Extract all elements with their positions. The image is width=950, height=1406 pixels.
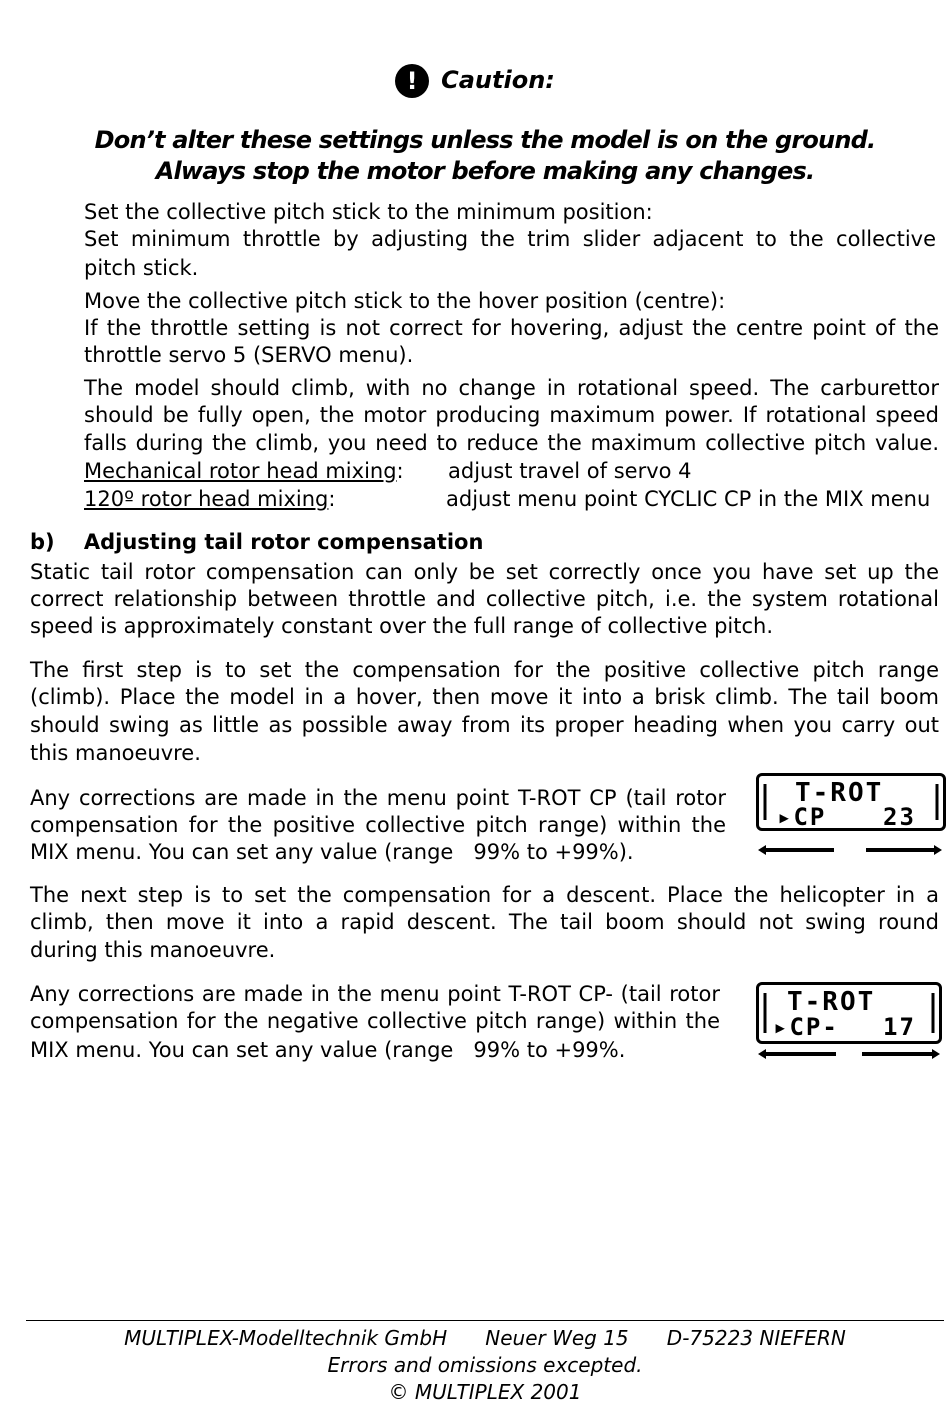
para-3-line-3: MIX menu. You can set any value (range 99% to +99%). <box>30 840 634 864</box>
caution-icon: ! <box>395 64 429 98</box>
lcd-value: 23 <box>883 803 916 831</box>
lcd-display-trot-cp-minus <box>756 982 942 1044</box>
footer-company: MULTIPLEX-Modelltechnik GmbH Neuer Weg 15 D-75223 NIEFERN <box>124 1326 846 1350</box>
lcd-line-2: ▸CP <box>777 803 827 831</box>
warning-line-1: Don’t alter these settings unless the model is on the ground. <box>94 126 876 154</box>
para-4-line-3: during this manoeuvre. <box>30 938 276 962</box>
step-3-text-1: The model should climb, with no change in rotational speed. The carburettor <box>84 376 939 400</box>
lcd-frame-icon <box>759 985 939 1041</box>
step-1-text-2: pitch stick. <box>84 256 199 280</box>
caution-title: Caution: <box>441 66 555 94</box>
para-5-line-2: compensation for the negative collective pitch range) within the <box>30 1009 720 1033</box>
step-3-text-3: falls during the climb, you need to reduce the maximum collective pitch value. <box>84 431 939 455</box>
para-5-line-1: Any corrections are made in the menu point T-ROT CP- (tail rotor <box>30 982 720 1006</box>
lcd-line-2: ▸CP- <box>773 1013 839 1041</box>
para-2-line-3: should swing as little as possible away from its proper heading when you carry out <box>30 713 939 737</box>
footer-divider <box>26 1320 944 1321</box>
lcd-line-1: T-ROT <box>795 778 884 808</box>
lcd-frame-icon <box>759 776 943 828</box>
step-1-title: Set the collective pitch stick to the minimum position: <box>84 200 653 224</box>
para-2-line-1: The first step is to set the compensation for the positive collective pitch range <box>30 658 939 682</box>
section-b-heading: b) Adjusting tail rotor compensation <box>30 530 484 554</box>
mechanical-mixing-value: adjust travel of servo 4 <box>448 459 692 483</box>
rotor-120-mixing-label: 120º rotor head mixing: <box>84 487 336 511</box>
para-1-line-1: Static tail rotor compensation can only be set correctly once you have set up the <box>30 560 939 584</box>
para-4-line-1: The next step is to set the compensation for a descent. Place the helicopter in a <box>30 883 939 907</box>
lcd-trim-bar-icon <box>756 1046 942 1062</box>
warning-line-2: Always stop the motor before making any changes. <box>155 157 815 185</box>
step-2-text-1: If the throttle setting is not correct for hovering, adjust the centre point of the <box>84 316 939 340</box>
para-3-line-2: compensation for the positive collective pitch range) within the <box>30 813 726 837</box>
para-3-line-1: Any corrections are made in the menu point T-ROT CP (tail rotor <box>30 786 726 810</box>
lcd-display-trot-cp <box>756 773 946 831</box>
para-1-line-2: correct relationship between throttle and collective pitch, i.e. the system rotational <box>30 587 939 611</box>
para-5-line-3: MIX menu. You can set any value (range 99% to +99%. <box>30 1038 626 1062</box>
para-2-line-2: (climb). Place the model in a hover, then move it into a brisk climb. The tail boom <box>30 685 939 709</box>
mechanical-mixing-label: Mechanical rotor head mixing: <box>84 459 404 483</box>
warning-text <box>0 125 950 187</box>
footer-disclaimer: Errors and omissions excepted. <box>327 1353 643 1377</box>
para-2-line-4: this manoeuvre. <box>30 741 201 765</box>
step-2-title: Move the collective pitch stick to the hover position (centre): <box>84 289 726 313</box>
lcd-line-1: T-ROT <box>787 987 876 1017</box>
footer-copyright: © MULTIPLEX 2001 <box>388 1380 582 1404</box>
step-3-text-2: should be fully open, the motor producing maximum power. If rotational speed <box>84 403 939 427</box>
lcd-trim-bar-icon <box>756 842 946 858</box>
para-4-line-2: climb, then move it into a rapid descent. The tail boom should not swing round <box>30 910 939 934</box>
caution-heading <box>0 64 950 98</box>
step-1-text-1: Set minimum throttle by adjusting the trim slider adjacent to the collective <box>84 227 936 251</box>
step-2-text-2: throttle servo 5 (SERVO menu). <box>84 343 414 367</box>
rotor-120-mixing-value: adjust menu point CYCLIC CP in the MIX menu <box>446 487 931 511</box>
lcd-value: 17 <box>883 1013 916 1041</box>
para-1-line-3: speed is approximately constant over the full range of collective pitch. <box>30 614 774 638</box>
